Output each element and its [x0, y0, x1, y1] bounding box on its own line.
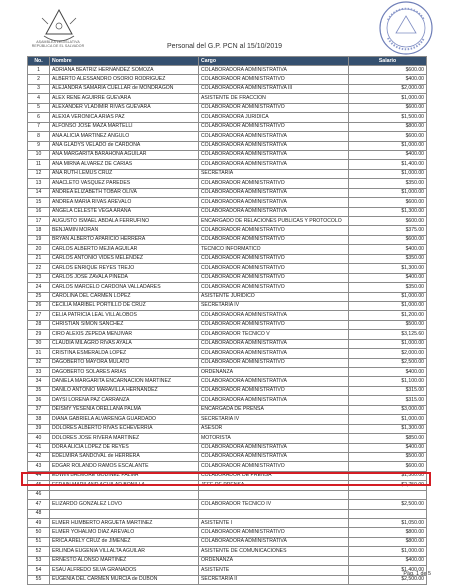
- cell-cargo: COLABORADOR ADMINISTRATIVO: [199, 273, 349, 282]
- cell-salario: $1,500.00: [349, 113, 427, 122]
- table-row: [28, 132, 427, 141]
- table-row: [28, 386, 427, 395]
- cell-no: 24: [28, 283, 50, 292]
- cell-cargo: SECRETARIA IV: [199, 415, 349, 424]
- cell-no: 55: [28, 575, 50, 584]
- cell-nombre: ANA MIRNA ALVAREZ DE CARIAS: [50, 160, 199, 169]
- cell-salario: $3,000.00: [349, 405, 427, 414]
- cell-nombre: DIANA GABRIELA ALVARENGA GUARDADO: [50, 415, 199, 424]
- cell-nombre: ALFONSO JOSE MAZA MARTELLI: [50, 122, 199, 131]
- cell-salario: $800.00: [349, 528, 427, 537]
- cell-no: 12: [28, 169, 50, 178]
- table-row: [28, 292, 427, 301]
- cell-nombre: CARLOS ANTONIO VIDES MELENDEZ: [50, 254, 199, 263]
- cell-cargo: COLABORADORA ADMINISTRATIVA: [199, 141, 349, 150]
- table-row: [28, 368, 427, 377]
- table-row: [28, 575, 427, 584]
- cell-nombre: CHRISTIAN SIMON SANCHEZ: [50, 320, 199, 329]
- cell-salario: $600.00: [349, 132, 427, 141]
- cell-salario: $1,300.00: [349, 424, 427, 433]
- column-header-cargo: Cargo: [199, 57, 349, 66]
- cell-no: 2: [28, 75, 50, 84]
- cell-cargo: COLABORADORA ADMINISTRATIVA: [199, 198, 349, 207]
- table-row: [28, 66, 427, 75]
- cell-cargo: COLABORADORA ADMINISTRATIVA: [199, 207, 349, 216]
- cell-cargo: COLABORADOR ADMINISTRATIVO: [199, 358, 349, 367]
- cell-salario: $2,750.00: [349, 481, 427, 490]
- cell-salario: $1,000.00: [349, 188, 427, 197]
- column-header-no: No.: [28, 57, 50, 66]
- table-row: [28, 509, 427, 518]
- cell-salario: $400.00: [349, 150, 427, 159]
- cell-cargo: COLABORADOR ADMINISTRATIVO: [199, 103, 349, 112]
- cell-salario: [349, 490, 427, 499]
- cell-nombre: ELMER YOHALMO DIAZ AREVALO: [50, 528, 199, 537]
- cell-cargo: ORDENANZA: [199, 556, 349, 565]
- cell-nombre: CARLOS ENRIQUE REYES TREJO: [50, 264, 199, 273]
- cell-salario: $400.00: [349, 75, 427, 84]
- cell-salario: $350.00: [349, 179, 427, 188]
- cell-no: 40: [28, 434, 50, 443]
- cell-cargo: COLABORADORA ADMINISTRATIVA III: [199, 84, 349, 93]
- cell-nombre: CARLOS MARCELO CARDONA VALLADARES: [50, 283, 199, 292]
- cell-salario: $1,300.00: [349, 207, 427, 216]
- cell-salario: $1,000.00: [349, 94, 427, 103]
- cell-nombre: DORA ALICIA LOPEZ DE REYES: [50, 443, 199, 452]
- table-row: [28, 84, 427, 93]
- cell-no: 18: [28, 226, 50, 235]
- table-row: [28, 188, 427, 197]
- cell-cargo: ASISTENTE I: [199, 519, 349, 528]
- cell-salario: $1,050.00: [349, 519, 427, 528]
- page-number: Pág. 1 de 5: [403, 571, 431, 577]
- table-row: [28, 217, 427, 226]
- cell-nombre: ANDREA ELIZABETH TOBAR OLIVA: [50, 188, 199, 197]
- cell-no: 14: [28, 188, 50, 197]
- table-header-row: [28, 57, 427, 66]
- table-row: [28, 462, 427, 471]
- cell-nombre: ALEXANDER VLADIMIR RIVAS GUEVARA: [50, 103, 199, 112]
- cell-salario: $400.00: [349, 443, 427, 452]
- cell-cargo: [199, 490, 349, 499]
- cell-cargo: [199, 509, 349, 518]
- cell-salario: $400.00: [349, 273, 427, 282]
- cell-cargo: SECRETARIA IV: [199, 301, 349, 310]
- cell-no: 46: [28, 490, 50, 499]
- cell-nombre: DOLORES ALBERTO RIVAS ECHEVERRIA: [50, 424, 199, 433]
- cell-cargo: COLABORADOR DE PRENSA: [199, 471, 349, 480]
- staff-table: [27, 56, 427, 585]
- table-row: [28, 198, 427, 207]
- cell-no: 19: [28, 235, 50, 244]
- cell-nombre: EDGAR ROLANDO RAMOS ESCALANTE: [50, 462, 199, 471]
- cell-no: 32: [28, 358, 50, 367]
- cell-salario: $1,300.00: [349, 264, 427, 273]
- cell-salario: [349, 509, 427, 518]
- cell-nombre: ELIZARDO GONZALEZ LOVO: [50, 500, 199, 509]
- cell-nombre: ALBERTO ALESSANDRO OSORIO RODRIGUEZ: [50, 75, 199, 84]
- table-row: [28, 301, 427, 310]
- table-row: [28, 207, 427, 216]
- cell-no: 25: [28, 292, 50, 301]
- cell-nombre: EDWIN BALMORE GODINEZ PALMA: [50, 471, 199, 480]
- cell-no: 29: [28, 330, 50, 339]
- cell-no: 11: [28, 160, 50, 169]
- cell-cargo: COLABORADORA ADMINISTRATIVA: [199, 339, 349, 348]
- cell-no: 10: [28, 150, 50, 159]
- cell-cargo: COLABORADOR TECNICO V: [199, 330, 349, 339]
- cell-cargo: COLABORADORA ADMINISTRATIVA: [199, 537, 349, 546]
- cell-salario: $2,500.00: [349, 500, 427, 509]
- cell-nombre: BENJAMIN MORAN: [50, 226, 199, 235]
- table-row: [28, 179, 427, 188]
- cell-no: 30: [28, 339, 50, 348]
- cell-cargo: COLABORADOR ADMINISTRATIVO: [199, 226, 349, 235]
- table-row: [28, 396, 427, 405]
- cell-nombre: CAROLINA DEL CARMEN LOPEZ: [50, 292, 199, 301]
- table-row: [28, 358, 427, 367]
- cell-nombre: DAGOBERTO MAYORA MULATO: [50, 358, 199, 367]
- cell-no: 53: [28, 556, 50, 565]
- logo-caption: ASAMBLEA LEGISLATIVA REPÚBLICA DE EL SALVADOR: [31, 40, 85, 48]
- cell-nombre: AUGUSTO ISMAEL ABDALA FERRUFINO: [50, 217, 199, 226]
- cell-salario: $1,400.00: [349, 160, 427, 169]
- cell-no: 8: [28, 132, 50, 141]
- cell-cargo: JEFE DE PRENSA: [199, 481, 349, 490]
- cell-salario: $2,500.00: [349, 575, 427, 584]
- cell-salario: $400.00: [349, 556, 427, 565]
- document-title: Personal del G.P. PCN al 15/10/2019: [166, 43, 283, 50]
- cell-no: 27: [28, 311, 50, 320]
- table-row: [28, 500, 427, 509]
- cell-salario: $350.00: [349, 254, 427, 263]
- cell-no: 33: [28, 368, 50, 377]
- cell-salario: $1,200.00: [349, 311, 427, 320]
- cell-salario: $1,000.00: [349, 141, 427, 150]
- cell-nombre: CARLOS ALBERTO MEJIA AGUILAR: [50, 245, 199, 254]
- table-row: [28, 103, 427, 112]
- cell-nombre: DANIELA MARGARITA ENCARNACION MARTINEZ: [50, 377, 199, 386]
- cell-salario: $600.00: [349, 235, 427, 244]
- cell-cargo: COLABORADOR ADMINISTRATIVO: [199, 179, 349, 188]
- cell-no: 44: [28, 471, 50, 480]
- cell-cargo: ASISTENTE DE COMUNICACIONES: [199, 547, 349, 556]
- cell-no: 51: [28, 537, 50, 546]
- cell-cargo: COLABORADOR ADMINISTRATIVO: [199, 528, 349, 537]
- table-row: [28, 415, 427, 424]
- cell-nombre: CELIA PATRICIA LEAL VILLALOBOS: [50, 311, 199, 320]
- cell-no: 26: [28, 301, 50, 310]
- cell-no: 3: [28, 84, 50, 93]
- table-row: [28, 122, 427, 131]
- cell-cargo: COLABORADOR ADMINISTRATIVO: [199, 122, 349, 131]
- cell-salario: $400.00: [349, 368, 427, 377]
- cell-nombre: ADRIANA BEATRIZ HERNANDEZ SOMOZA: [50, 66, 199, 75]
- cell-salario: $500.00: [349, 320, 427, 329]
- cell-nombre: ELMER HUMBERTO ARGUETA MARTINEZ: [50, 519, 199, 528]
- cell-no: 1: [28, 66, 50, 75]
- cell-no: 4: [28, 94, 50, 103]
- cell-nombre: ANDREA MARIA RIVAS AREVALO: [50, 198, 199, 207]
- cell-cargo: COLABORADORA ADMINISTRATIVA: [199, 377, 349, 386]
- table-row: [28, 405, 427, 414]
- cell-cargo: COLABORADORA ADMINISTRATIVA: [199, 349, 349, 358]
- table-row: [28, 320, 427, 329]
- cell-nombre: CRISTINA ESMERALDA LOPEZ: [50, 349, 199, 358]
- cell-cargo: COLABORADOR ADMINISTRATIVO: [199, 386, 349, 395]
- cell-cargo: COLABORADOR ADMINISTRATIVO: [199, 462, 349, 471]
- cell-salario: $1,000.00: [349, 292, 427, 301]
- table-row: [28, 330, 427, 339]
- table-row: [28, 169, 427, 178]
- cell-salario: $350.00: [349, 283, 427, 292]
- cell-no: 42: [28, 452, 50, 461]
- cell-salario: $600.00: [349, 198, 427, 207]
- cell-cargo: COLABORADOR ADMINISTRATIVO: [199, 235, 349, 244]
- cell-nombre: ANA GLADYS VELADO de CARDONA: [50, 141, 199, 150]
- table-row: [28, 490, 427, 499]
- table-row: [28, 452, 427, 461]
- cell-no: 36: [28, 396, 50, 405]
- cell-salario: $1,000.00: [349, 169, 427, 178]
- cell-salario: $500.00: [349, 452, 427, 461]
- cell-no: 34: [28, 377, 50, 386]
- cell-no: 23: [28, 273, 50, 282]
- cell-cargo: MOTORISTA: [199, 434, 349, 443]
- cell-nombre: DAYSI LORENA PAZ CARRANZA: [50, 396, 199, 405]
- cell-no: 7: [28, 122, 50, 131]
- cell-no: 52: [28, 547, 50, 556]
- cell-salario: $3,125.60: [349, 330, 427, 339]
- table-row: [28, 339, 427, 348]
- table-row: [28, 113, 427, 122]
- table-row: [28, 566, 427, 575]
- cell-nombre: EUGENIA DEL CARMEN MURCIA de DUBON: [50, 575, 199, 584]
- cell-cargo: COLABORADORA ADMINISTRATIVA: [199, 66, 349, 75]
- cell-nombre: DEISMY YESENIA ORELLANA PALMA: [50, 405, 199, 414]
- table-row: [28, 556, 427, 565]
- table-row: [28, 264, 427, 273]
- cell-cargo: SECRETARIA: [199, 169, 349, 178]
- cell-salario: $1,000.00: [349, 547, 427, 556]
- cell-cargo: COLABORADOR ADMINISTRATIVO: [199, 254, 349, 263]
- cell-salario: $2,500.00: [349, 358, 427, 367]
- cell-nombre: ANA ALICIA MARTINEZ ANGULO: [50, 132, 199, 141]
- cell-nombre: DANILO ANTONIO MARAVILLA HERNANDEZ: [50, 386, 199, 395]
- cell-no: 45: [28, 481, 50, 490]
- table-row: [28, 150, 427, 159]
- cell-nombre: EDELMIRA SANDOVAL de HERRERA: [50, 452, 199, 461]
- table-row: [28, 254, 427, 263]
- cell-no: 31: [28, 349, 50, 358]
- table-row: [28, 528, 427, 537]
- cell-cargo: COLABORADOR ADMINISTRATIVO: [199, 283, 349, 292]
- cell-salario: $1,000.00: [349, 415, 427, 424]
- cell-salario: $315.00: [349, 386, 427, 395]
- cell-nombre: ALEJANDRA SAMARIA CUELLAR de MONDRAGON: [50, 84, 199, 93]
- cell-cargo: ASISTENTE DE FRACCION: [199, 94, 349, 103]
- cell-no: 28: [28, 320, 50, 329]
- cell-nombre: ERNESTO ALONSO MARTINEZ: [50, 556, 199, 565]
- cell-nombre: ERLINDA EUGENIA VILLALTA AGUILAR: [50, 547, 199, 556]
- cell-salario: $800.00: [349, 122, 427, 131]
- cell-nombre: CIRO ALEXIS ZEPEDA MENJIVAR: [50, 330, 199, 339]
- cell-cargo: COLABORADOR ADMINISTRATIVO: [199, 264, 349, 273]
- cell-cargo: ASESOR: [199, 424, 349, 433]
- cell-no: 48: [28, 509, 50, 518]
- cell-no: 47: [28, 500, 50, 509]
- cell-nombre: ANGELA CELESTE VEGA ARANA: [50, 207, 199, 216]
- cell-salario: $1,000.00: [349, 339, 427, 348]
- table-row: [28, 160, 427, 169]
- column-header-salario: Salario: [349, 57, 427, 66]
- cell-no: 21: [28, 254, 50, 263]
- table-row: [28, 283, 427, 292]
- table-row: [28, 75, 427, 84]
- table-row: [28, 141, 427, 150]
- cell-no: 16: [28, 207, 50, 216]
- cell-cargo: ENCARGADO DE RELACIONES PUBLICAS Y PROTOCOLO: [199, 217, 349, 226]
- cell-cargo: COLABORADORA ADMINISTRATIVA: [199, 452, 349, 461]
- cell-nombre: ANA RUTH LEMUS CRUZ: [50, 169, 199, 178]
- cell-nombre: CECILIA MARIBEL PORTILLO DE CRUZ: [50, 301, 199, 310]
- cell-no: 38: [28, 415, 50, 424]
- cell-no: 49: [28, 519, 50, 528]
- cell-no: 41: [28, 443, 50, 452]
- cell-cargo: ASISTENTE: [199, 566, 349, 575]
- table-row: [28, 537, 427, 546]
- cell-salario: $600.00: [349, 462, 427, 471]
- cell-salario: $2,000.00: [349, 349, 427, 358]
- cell-no: 9: [28, 141, 50, 150]
- cell-nombre: DAGOBERTO SOLARES ARIAS: [50, 368, 199, 377]
- cell-salario: $600.00: [349, 217, 427, 226]
- cell-nombre: CARLOS JOSE ZAVALA PINEDA: [50, 273, 199, 282]
- table-row: [28, 273, 427, 282]
- cell-cargo: COLABORADORA ADMINISTRATIVA: [199, 443, 349, 452]
- cell-salario: $1,000.00: [349, 301, 427, 310]
- cell-no: 22: [28, 264, 50, 273]
- cell-cargo: COLABORADOR ADMINISTRATIVO: [199, 320, 349, 329]
- cell-no: 37: [28, 405, 50, 414]
- cell-cargo: COLABORADOR ADMINISTRATIVO: [199, 75, 349, 84]
- cell-no: 54: [28, 566, 50, 575]
- table-row: [28, 443, 427, 452]
- cell-cargo: COLABORADORA JURIDICA: [199, 113, 349, 122]
- cell-nombre: [50, 509, 199, 518]
- cell-salario: $600.00: [349, 66, 427, 75]
- table-row: [28, 235, 427, 244]
- table-row: [28, 311, 427, 320]
- table-row: [28, 94, 427, 103]
- cell-cargo: COLABORADORA ADMINISTRATIVA: [199, 132, 349, 141]
- cell-no: 39: [28, 424, 50, 433]
- cell-salario: $375.00: [349, 226, 427, 235]
- cell-nombre: ALEXIA VERONICA ARIAS PAZ: [50, 113, 199, 122]
- cell-salario: $1,400.00: [349, 566, 427, 575]
- cell-nombre: DOLORES JOSE RIVERA MARTINEZ: [50, 434, 199, 443]
- cell-nombre: EFRAIN MARILAND AGUILAR BONILLA: [50, 481, 199, 490]
- cell-salario: $1,100.00: [349, 377, 427, 386]
- cell-cargo: COLABORADORA ADMINISTRATIVA: [199, 188, 349, 197]
- cell-cargo: COLABORADORA ADMINISTRATIVA: [199, 396, 349, 405]
- cell-no: 50: [28, 528, 50, 537]
- cell-nombre: ERICA ARELY CRUZ de JIMENEZ: [50, 537, 199, 546]
- cell-salario: $400.00: [349, 245, 427, 254]
- cell-cargo: COLABORADOR TECNICO IV: [199, 500, 349, 509]
- cell-cargo: SECRETARIA II: [199, 575, 349, 584]
- table-row: [28, 424, 427, 433]
- table-row: [28, 245, 427, 254]
- column-header-nombre: Nombre: [50, 57, 199, 66]
- cell-salario: $800.00: [349, 537, 427, 546]
- cell-no: 6: [28, 113, 50, 122]
- cell-nombre: ANA MARGARITA BARAHONA AGUILAR: [50, 150, 199, 159]
- table-row: [28, 226, 427, 235]
- cell-salario: $600.00: [349, 103, 427, 112]
- cell-cargo: ENCARGADA DE PRENSA: [199, 405, 349, 414]
- cell-salario: $850.00: [349, 434, 427, 443]
- table-row: [28, 377, 427, 386]
- cell-salario: $315.00: [349, 396, 427, 405]
- cell-nombre: BRYAN ALBERTO APARICIO HERRERA: [50, 235, 199, 244]
- cell-cargo: TECNICO INFORMATICO: [199, 245, 349, 254]
- cell-nombre: ANACLETO VASQUEZ PAREDES: [50, 179, 199, 188]
- cell-no: 5: [28, 103, 50, 112]
- cell-no: 13: [28, 179, 50, 188]
- cell-salario: $1,500.00: [349, 471, 427, 480]
- cell-cargo: ASISTENTE JURIDICO: [199, 292, 349, 301]
- cell-salario: $2,000.00: [349, 84, 427, 93]
- cell-no: 15: [28, 198, 50, 207]
- cell-cargo: ORDENANZA: [199, 368, 349, 377]
- table-row: [28, 519, 427, 528]
- table-row: [28, 434, 427, 443]
- cell-no: 35: [28, 386, 50, 395]
- cell-nombre: CLAUDIA MILAGRO RIVAS AYALA: [50, 339, 199, 348]
- cell-no: 20: [28, 245, 50, 254]
- cell-no: 17: [28, 217, 50, 226]
- cell-nombre: ESAU ALFREDO SILVA GRANADOS: [50, 566, 199, 575]
- table-row: [28, 349, 427, 358]
- cell-cargo: COLABORADORA ADMINISTRATIVA: [199, 160, 349, 169]
- table-row: [28, 547, 427, 556]
- cell-cargo: COLABORADORA ADMINISTRATIVA: [199, 311, 349, 320]
- cell-nombre: ALEX RENE AGUIRRE GUEVARA: [50, 94, 199, 103]
- cell-no: 43: [28, 462, 50, 471]
- cell-cargo: COLABORADORA ADMINISTRATIVA: [199, 150, 349, 159]
- cell-nombre: [50, 490, 199, 499]
- red-highlight-box: [21, 472, 431, 486]
